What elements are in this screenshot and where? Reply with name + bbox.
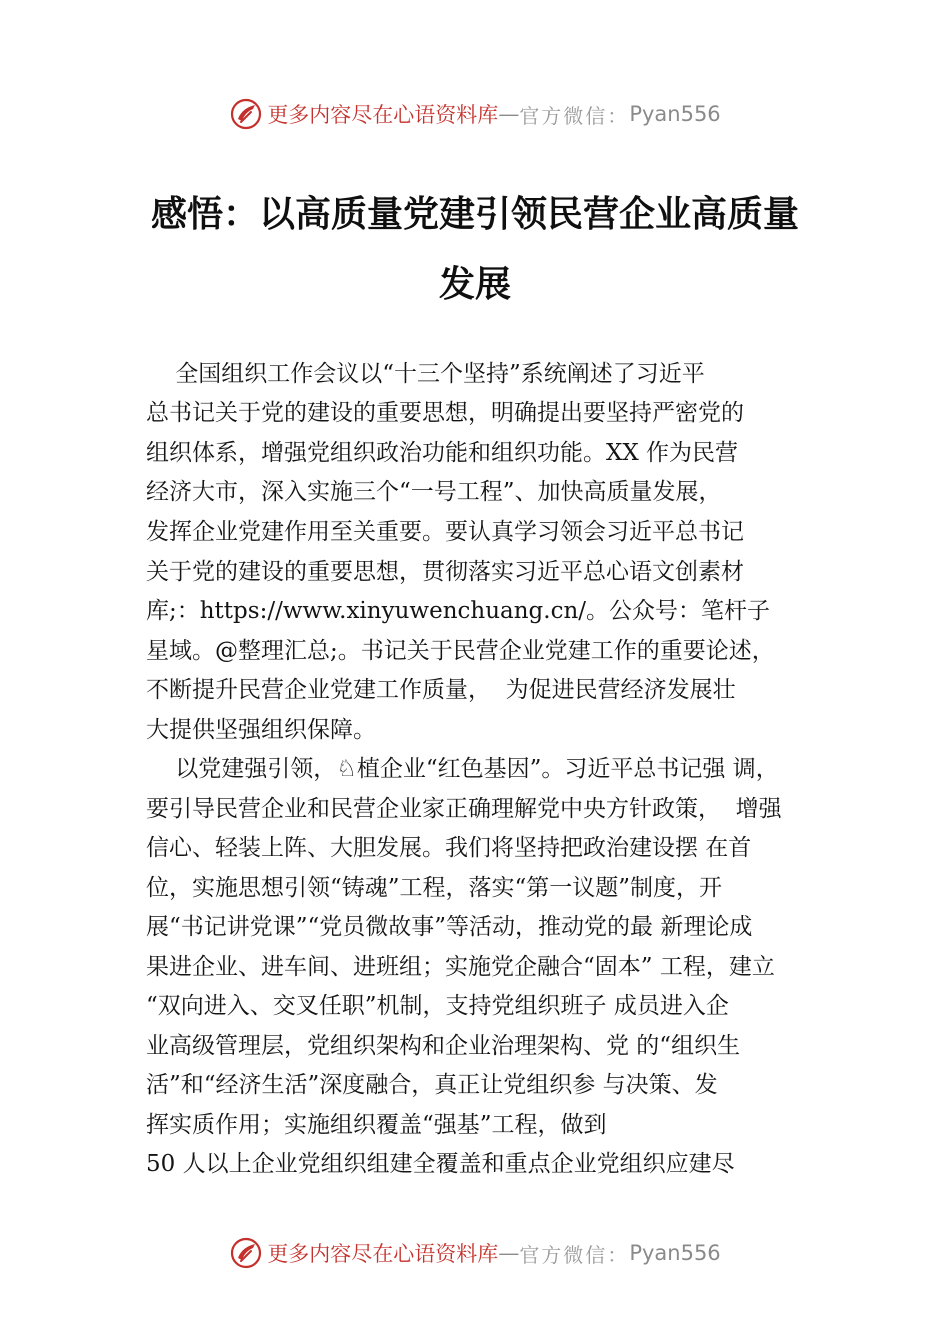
- hand-pen-logo-icon: [229, 1236, 263, 1270]
- banner-label: 官方微信：: [519, 1242, 630, 1267]
- body-line: 业高级管理层，党组织架构和企业治理架构、党 的“组织生: [146, 1033, 741, 1059]
- body-line: 总书记关于党的建设的重要思想，明确提出要坚持严密党的: [146, 400, 744, 426]
- banner-separator: —: [498, 102, 520, 126]
- body-line: 以党建强引领，♘植企业“红色基因”。习近平总书记强 调，: [146, 756, 779, 782]
- body-line: 展“书记讲党课”“党员微故事”等活动，推动党的最 新理论成: [146, 914, 753, 940]
- page-title-line-1: 感悟：以高质量党建引领民营企业高质量: [150, 194, 799, 235]
- body-line: 经济大市，深入实施三个“一号工程”、加快高质量发展，: [146, 479, 722, 505]
- footer-banner: [0, 1233, 950, 1273]
- hand-pen-logo-icon: [229, 97, 263, 131]
- banner-label: 官方微信：: [519, 103, 630, 128]
- body-line: 挥实质作用；实施组织覆盖“强基”工程，做到: [146, 1112, 607, 1138]
- body-line: “双向进入、交叉任职”机制，支持党组织班子 成员进入企: [146, 993, 729, 1019]
- body-line: 果进企业、进车间、进班组；实施党企融合“固本” 工程，建立: [146, 954, 775, 980]
- banner-separator: —: [498, 1241, 520, 1265]
- banner-main-text: 更多内容尽在心语资料库: [267, 1242, 499, 1266]
- body-line: 要引导民营企业和民营企业家正确理解党中央方针政策， 增强: [146, 796, 782, 822]
- body-line: 库;：https://www.xinyuwenchuang.cn/。公众号：笔杆子: [146, 598, 771, 624]
- body-line: 组织体系，增强党组织政治功能和组织功能。XX 作为民营: [146, 440, 739, 466]
- body-line: 关于党的建设的重要思想，贯彻落实习近平总心语文创素材: [146, 559, 744, 585]
- body-line: 全国组织工作会议以“十三个坚持”系统阐述了习近平: [146, 361, 705, 387]
- banner-wechat-id: Pyan556: [629, 1241, 721, 1265]
- header-banner: [0, 94, 950, 134]
- body-line: 信心、轻装上阵、大胆发展。我们将坚持把政治建设摆 在首: [146, 835, 752, 861]
- banner-wechat-id: Pyan556: [629, 102, 721, 126]
- body-line: 星域。@整理汇总;。书记关于民营企业党建工作的重要论述，: [146, 638, 775, 664]
- body-line: 不断提升民营企业党建工作质量， 为促进民营经济发展壮: [146, 677, 736, 703]
- body-line: 大提供坚强组织保障。: [146, 717, 376, 743]
- body-line: 50 人以上企业党组织组建全覆盖和重点企业党组织应建尽: [146, 1151, 735, 1177]
- banner-main-text: 更多内容尽在心语资料库: [267, 103, 499, 127]
- body-line: 活”和“经济生活”深度融合，真正让党组织参 与决策、发: [146, 1072, 718, 1098]
- page-title-line-2: 发展: [438, 264, 511, 305]
- body-line: 发挥企业党建作用至关重要。要认真学习领会习近平总书记: [146, 519, 744, 545]
- body-line: 位，实施思想引领“铸魂”工程，落实“第一议题”制度，开: [146, 875, 723, 901]
